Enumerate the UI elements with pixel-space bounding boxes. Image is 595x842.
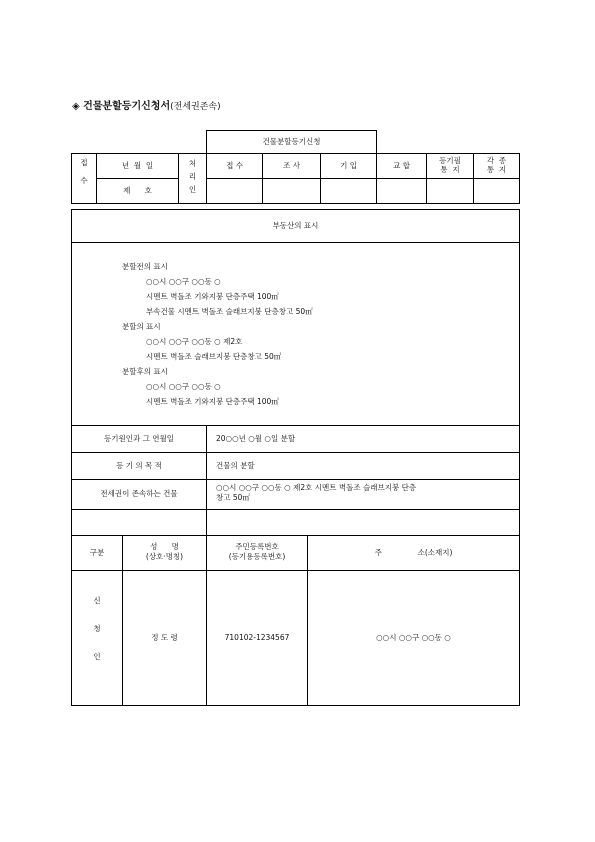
- applicant-role: 신 청 인: [93, 596, 101, 662]
- col-reception: 접 수: [226, 161, 243, 170]
- property-line: 분할의 표시: [122, 322, 161, 331]
- property-line: 분할후의 표시: [122, 367, 168, 376]
- lease-building-value: ○○시 ○○구 ○○동 ○ 제2호 시멘트 벽돌조 슬래브지붕 단층 창고 50㎡: [216, 483, 417, 502]
- applicant-id: 710102-1234567: [224, 633, 290, 642]
- cause-date-label: 등기원인과 그 연월일: [104, 434, 174, 443]
- property-line: ○○시 ○○구 ○○동 ○ 제2호: [146, 337, 243, 346]
- reception-label: 접 수: [80, 158, 88, 185]
- col-inspection: 조 사: [283, 161, 300, 170]
- process-label: 처 리 인: [188, 159, 197, 194]
- property-line: 시멘트 벽돌조 슬래브지붕 단층창고 50㎡: [146, 352, 282, 361]
- purpose-label: 등 기 의 목 적: [116, 461, 162, 470]
- purpose-value: 건물의 분할: [216, 461, 255, 470]
- address-header: 주 소(소재지): [374, 548, 453, 557]
- applicant-address: ○○시 ○○구 ○○동 ○: [376, 633, 451, 642]
- col-notice-various: 각 종 통 지: [486, 156, 507, 174]
- col-entry: 기 입: [340, 161, 357, 170]
- category-header: 구분: [89, 548, 105, 557]
- col-collation: 교 합: [393, 161, 410, 170]
- document-title: [72, 97, 221, 112]
- title-main: ◈ 건물분할등기신청서: [72, 101, 171, 112]
- property-title: 부동산의 표시: [272, 221, 319, 230]
- property-line: ○○시 ○○구 ○○동 ○: [146, 277, 221, 286]
- id-header: 주민등록번호 (등기용등록번호): [228, 542, 286, 561]
- property-line: 분할전의 표시: [122, 262, 168, 271]
- apply-title: 건물분할등기신청: [262, 137, 321, 146]
- applicant-name: 정 도 령: [151, 633, 178, 642]
- number-label: 제 호: [123, 186, 152, 195]
- property-line: 시멘트 벽돌조 기와지붕 단층주택 100㎡: [146, 292, 279, 301]
- lease-building-label: 전세권이 존속하는 건물: [100, 489, 178, 498]
- col-notice-complete: 등기필 통 지: [439, 156, 461, 174]
- property-line: ○○시 ○○구 ○○동 ○: [146, 382, 221, 391]
- cause-date-value: 20○○년 ○월 ○일 분할: [216, 434, 296, 443]
- name-header: 성 명 (상호·명칭): [145, 542, 184, 561]
- property-line: 부속건물 시멘트 벽돌조 슬래브지붕 단층창고 50㎡: [146, 307, 313, 316]
- title-sub: (전세권존속): [170, 102, 221, 112]
- property-line: 시멘트 벽돌조 기와지붕 단층주택 100㎡: [146, 397, 279, 406]
- date-label: 년 월 일: [121, 161, 154, 170]
